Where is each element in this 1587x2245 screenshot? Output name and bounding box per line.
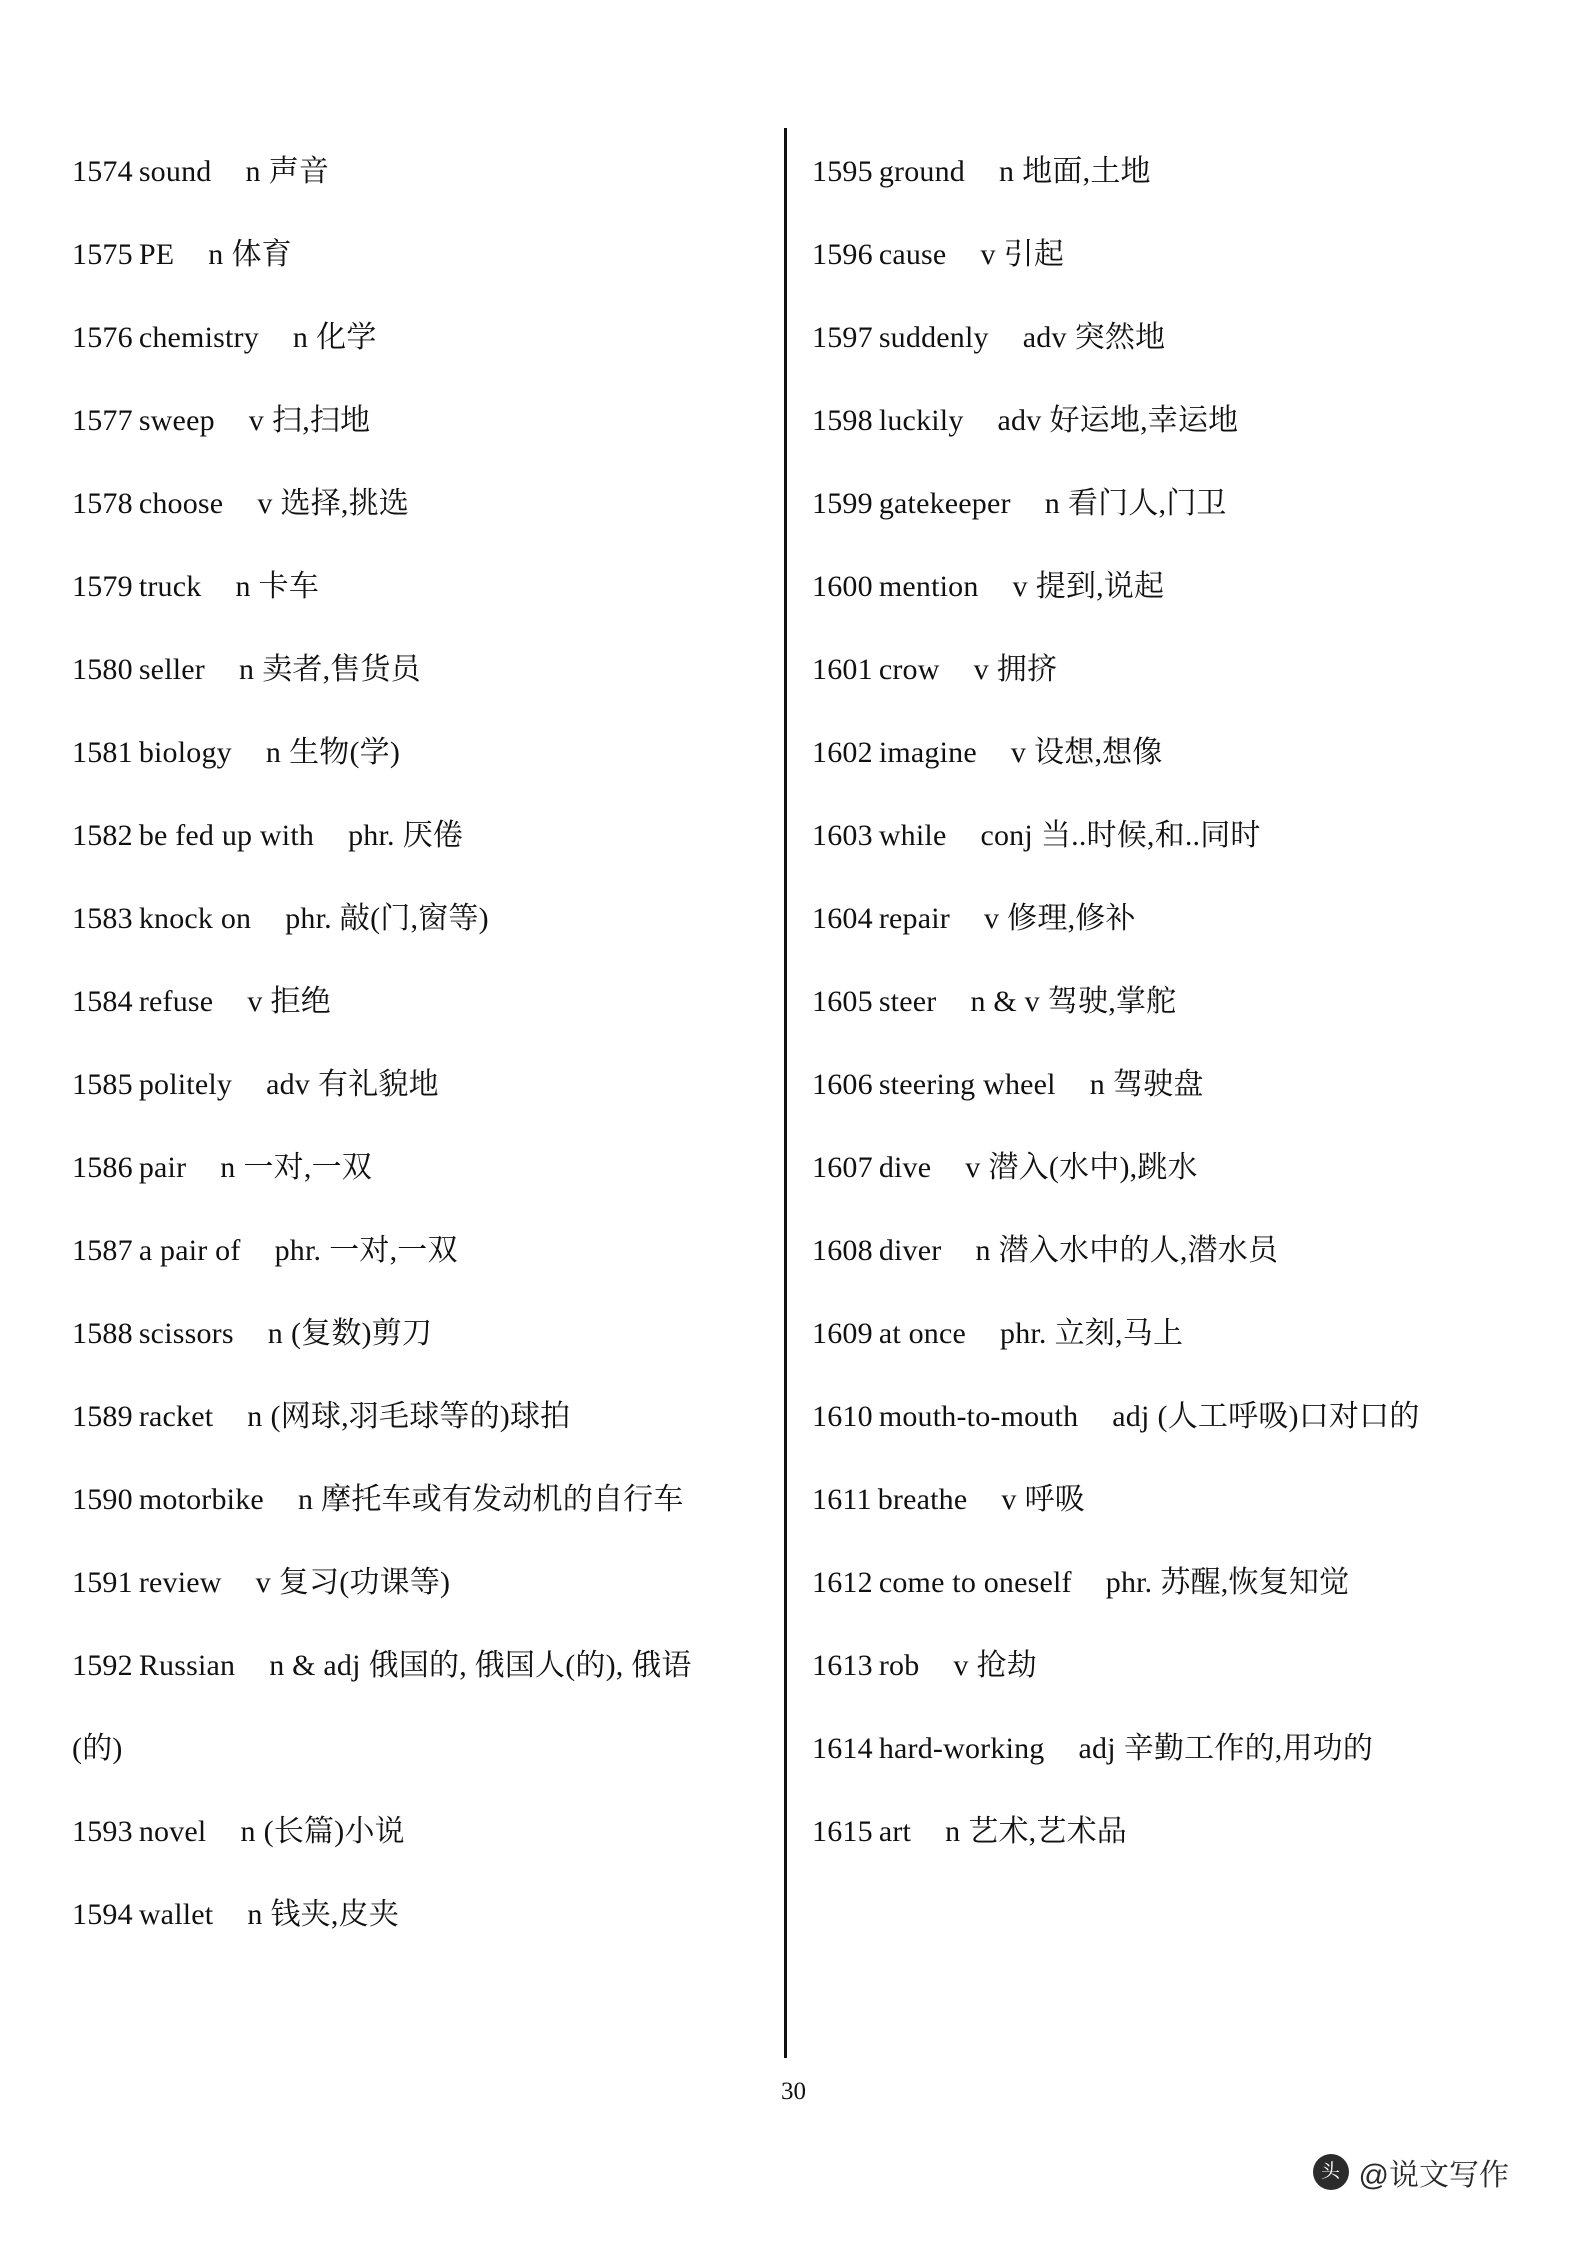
vocabulary-entry [72,379,742,462]
vocabulary-entry [72,1043,742,1126]
entry-number: 1611 [812,1483,872,1516]
entry-number: 1610 [812,1400,873,1433]
entry-word: review [138,1566,222,1599]
entry-word: knock on [138,902,252,935]
entry-definition: 辛勤工作的,用功的 [1123,1732,1374,1765]
vocabulary-entry [72,1624,742,1790]
entry-definition: 苏醒,恢复知觉 [1160,1566,1350,1599]
vocabulary-columns [72,130,1512,1956]
vocabulary-entry [812,711,1472,794]
entry-number: 1584 [72,985,133,1018]
watermark [1313,2150,1509,2218]
entry-pos: n & adj [269,1649,361,1682]
entry-pos: conj [980,819,1033,852]
entry-number: 1577 [72,404,133,437]
entry-pos: n [235,570,251,603]
entry-pos: n [265,736,282,769]
entry-definition: 潜入水中的人,潜水员 [998,1234,1279,1267]
vocabulary-entry [812,1126,1472,1209]
vocabulary-entry [72,545,742,628]
toutiao-logo-icon: 头条 [1313,2154,1349,2190]
entry-definition: (长篇)小说 [263,1815,405,1848]
entry-number: 1580 [72,653,133,686]
entry-word: diver [878,1234,942,1267]
entry-word: politely [138,1068,233,1101]
vocabulary-entry [72,213,742,296]
entry-word: steer [878,985,937,1018]
entry-number: 1613 [812,1649,873,1682]
vocabulary-entry [72,628,742,711]
entry-pos: n [238,653,255,686]
vocabulary-column-right [772,130,1472,1873]
entry-definition: 艺术,艺术品 [968,1815,1127,1848]
entry-number: 1602 [812,736,873,769]
vocabulary-entry [812,296,1472,379]
entry-pos: n [945,1815,961,1848]
entry-number: 1595 [812,155,873,188]
entry-word: truck [138,570,202,603]
entry-definition: 设想,想像 [1034,736,1163,769]
vocabulary-entry [72,462,742,545]
entry-number: 1603 [812,819,873,852]
entry-definition: 卡车 [258,570,320,603]
entry-definition: 有礼貌地 [318,1068,439,1101]
entry-word: sweep [138,404,215,437]
entry-word: art [878,1815,912,1848]
entry-definition: (复数)剪刀 [290,1317,433,1350]
entry-number: 1586 [72,1151,133,1184]
entry-pos: n [208,238,224,271]
entry-word: wallet [138,1898,214,1931]
entry-word: be fed up with [138,819,315,852]
entry-definition: 立刻,马上 [1054,1317,1184,1350]
vocabulary-entry [812,1375,1472,1458]
entry-pos: n [975,1234,991,1267]
entry-pos: adv [266,1068,310,1101]
entry-pos: v [973,653,989,686]
vocabulary-entry [812,1707,1472,1790]
vocabulary-entry [812,545,1472,628]
entry-number: 1591 [72,1566,133,1599]
entry-definition: 看门人,门卫 [1067,487,1227,520]
entry-number: 1587 [72,1234,133,1267]
vocabulary-entry [72,1790,742,1873]
vocabulary-entry [72,130,742,213]
entry-definition: 俄国的, 俄国人(的), 俄语(的) [72,1649,692,1765]
entry-number: 1609 [812,1317,873,1350]
entry-number: 1604 [812,902,873,935]
entry-definition: 声音 [268,155,330,188]
vocabulary-entry [812,1790,1472,1873]
entry-definition: 化学 [316,321,377,354]
entry-definition: (网球,羽毛球等的)球拍 [270,1400,571,1433]
entry-pos: n [267,1317,283,1350]
entry-definition: 好运地,幸运地 [1049,404,1239,437]
vocabulary-entry [812,1209,1472,1292]
entry-definition: 拒绝 [270,985,331,1018]
entry-pos: v [255,1566,271,1599]
entry-definition: 潜入(水中),跳水 [988,1151,1198,1184]
entry-word: while [878,819,947,852]
entry-definition: 提到,说起 [1035,570,1165,603]
page-number: 30 [781,2078,806,2105]
entry-word: steering wheel [878,1068,1056,1101]
entry-word: luckily [878,404,964,437]
entry-number: 1599 [812,487,873,520]
entry-word: mouth-to-mouth [878,1400,1079,1433]
entry-word: racket [138,1400,214,1433]
entry-word: sound [138,155,212,188]
entry-pos: v [965,1151,981,1184]
entry-definition: 修理,修补 [1007,902,1136,935]
entry-pos: n [292,321,309,354]
entry-number: 1574 [72,155,133,188]
vocabulary-entry [812,1624,1472,1707]
entry-number: 1594 [72,1898,133,1931]
entry-pos: n [245,155,261,188]
entry-definition: 驾驶盘 [1112,1068,1204,1101]
entry-pos: adj [1078,1732,1116,1765]
entry-word: pair [138,1151,187,1184]
entry-definition: 呼吸 [1024,1483,1085,1516]
entry-number: 1612 [812,1566,873,1599]
entry-definition: 复习(功课等) [278,1566,451,1599]
entry-pos: phr. [285,902,332,935]
entry-word: at once [878,1317,966,1350]
entry-pos: v [248,404,264,437]
entry-definition: 体育 [231,238,292,271]
entry-number: 1614 [812,1732,873,1765]
entry-pos: adv [997,404,1042,437]
entry-pos: v [247,985,263,1018]
vocabulary-entry [812,130,1472,213]
entry-number: 1589 [72,1400,133,1433]
entry-pos: n [297,1483,314,1516]
vocabulary-entry [72,1375,742,1458]
entry-pos: n [1089,1068,1105,1101]
entry-definition: 厌倦 [402,819,464,852]
entry-pos: phr. [348,819,395,852]
entry-pos: phr. [1105,1566,1153,1599]
vocabulary-column-left [72,130,772,1956]
entry-number: 1606 [812,1068,873,1101]
vocabulary-entry [812,379,1472,462]
vocabulary-entry [72,1209,742,1292]
entry-word: rob [878,1649,920,1682]
entry-word: biology [138,736,232,769]
entry-word: come to oneself [878,1566,1072,1599]
vocabulary-entry [72,1541,742,1624]
entry-number: 1582 [72,819,133,852]
entry-definition: 抢劫 [976,1649,1038,1682]
entry-definition: 一对,一双 [243,1151,372,1184]
entry-pos: v [1001,1483,1017,1516]
entry-number: 1615 [812,1815,873,1848]
entry-definition: 当..时候,和..同时 [1040,819,1261,852]
vocabulary-entry [812,960,1472,1043]
entry-number: 1596 [812,238,873,271]
entry-word: a pair of [138,1234,241,1267]
entry-pos: n & v [970,985,1040,1018]
entry-definition: 生物(学) [289,736,401,769]
entry-definition: 选择,挑选 [280,487,410,520]
entry-definition: 摩托车或有发动机的自行车 [321,1483,684,1516]
entry-number: 1583 [72,902,133,935]
entry-word: choose [138,487,224,520]
entry-definition: 拥挤 [996,653,1058,686]
entry-definition: 扫,扫地 [272,404,371,437]
entry-number: 1597 [812,321,873,354]
entry-definition: 突然地 [1074,321,1166,354]
entry-number: 1607 [812,1151,873,1184]
entry-pos: n [247,1400,263,1433]
vocabulary-entry [72,877,742,960]
entry-definition: 敲(门,窗等) [339,902,489,935]
entry-pos: n [999,155,1015,188]
entry-word: crow [878,653,940,686]
entry-definition: 驾驶,掌舵 [1047,985,1177,1018]
entry-word: seller [138,653,205,686]
entry-number: 1578 [72,487,133,520]
vocabulary-entry [72,1292,742,1375]
entry-word: dive [878,1151,932,1184]
entry-number: 1576 [72,321,133,354]
vocabulary-entry [812,1043,1472,1126]
vocabulary-entry [812,1292,1472,1375]
entry-pos: n [220,1151,236,1184]
entry-pos: n [240,1815,256,1848]
vocabulary-entry [72,794,742,877]
entry-pos: v [983,902,1000,935]
vocabulary-entry [812,1458,1472,1541]
entry-pos: v [257,487,273,520]
entry-number: 1590 [72,1483,133,1516]
entry-word: gatekeeper [878,487,1011,520]
entry-number: 1588 [72,1317,133,1350]
entry-word: PE [138,238,175,271]
vocabulary-entry [812,628,1472,711]
entry-pos: adv [1022,321,1067,354]
entry-word: ground [878,155,966,188]
vocabulary-entry [72,960,742,1043]
entry-definition: 钱夹,皮夹 [270,1898,400,1931]
entry-pos: v [980,238,996,271]
entry-pos: v [953,1649,969,1682]
entry-word: Russian [138,1649,236,1682]
entry-pos: phr. [1000,1317,1047,1350]
vocabulary-entry [72,1873,742,1956]
entry-pos: n [247,1898,263,1931]
entry-word: refuse [138,985,214,1018]
vocabulary-entry [72,1126,742,1209]
vocabulary-entry [812,794,1472,877]
entry-number: 1600 [812,570,873,603]
entry-word: breathe [877,1483,968,1516]
entry-pos: n [1044,487,1060,520]
entry-definition: 卖者,售货员 [262,653,421,686]
entry-word: suddenly [878,321,989,354]
entry-definition: (人工呼吸)口对口的 [1157,1400,1420,1433]
entry-number: 1585 [72,1068,133,1101]
entry-number: 1598 [812,404,873,437]
entry-word: chemistry [138,321,259,354]
entry-word: hard-working [878,1732,1045,1765]
entry-pos: adj [1112,1400,1150,1433]
entry-word: scissors [138,1317,234,1350]
entry-pos: v [1010,736,1027,769]
entry-definition: 引起 [1003,238,1065,271]
entry-definition: 地面,土地 [1022,155,1151,188]
entry-word: novel [138,1815,207,1848]
vocabulary-entry [72,1458,742,1541]
entry-number: 1608 [812,1234,873,1267]
entry-number: 1601 [812,653,873,686]
entry-word: repair [878,902,950,935]
entry-definition: 一对,一双 [329,1234,458,1267]
vocabulary-entry [812,462,1472,545]
vocabulary-entry [812,213,1472,296]
entry-pos: v [1012,570,1028,603]
entry-number: 1592 [72,1649,133,1682]
entry-word: motorbike [138,1483,264,1516]
entry-word: imagine [878,736,977,769]
watermark-label: @说文写作 [1358,2159,1509,2192]
vocabulary-entry [812,1541,1472,1624]
entry-number: 1575 [72,238,133,271]
entry-word: mention [878,570,979,603]
entry-number: 1593 [72,1815,133,1848]
entry-number: 1579 [72,570,133,603]
entry-number: 1581 [72,736,133,769]
entry-word: cause [878,238,947,271]
entry-number: 1605 [812,985,873,1018]
vocabulary-entry [72,296,742,379]
entry-pos: phr. [274,1234,322,1267]
vocabulary-entry [812,877,1472,960]
vocabulary-entry [72,711,742,794]
